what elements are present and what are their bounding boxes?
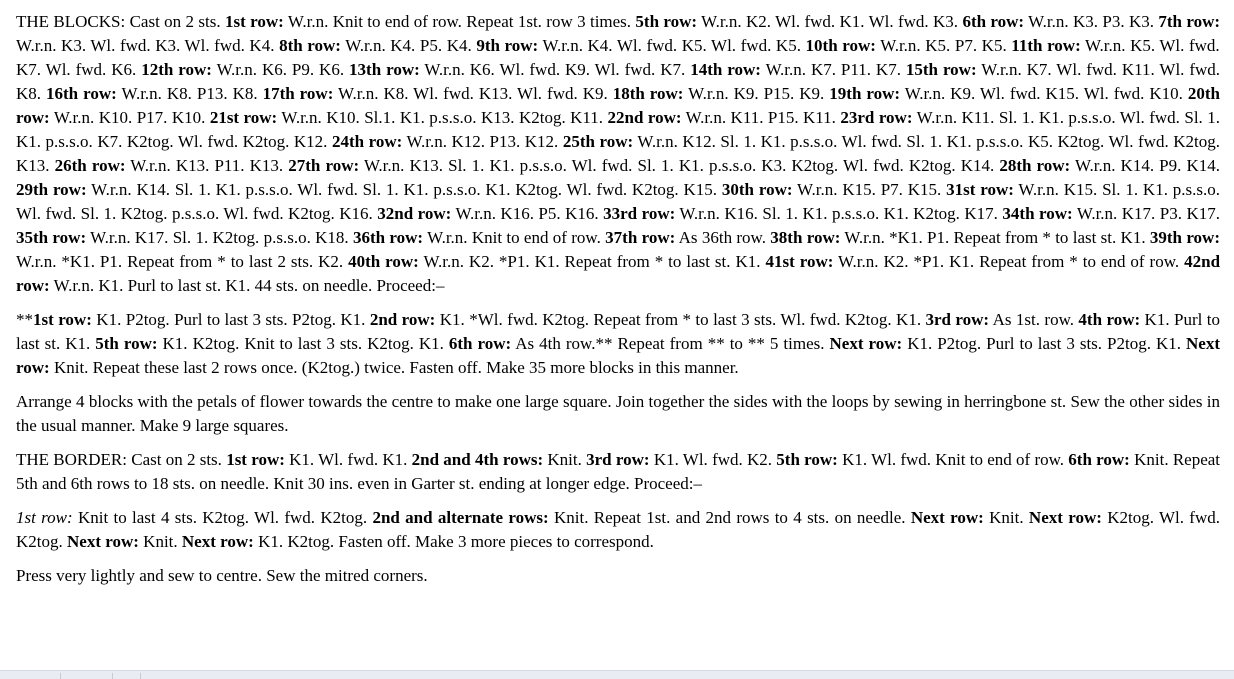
instruction-text: K1. Wl. fwd. Knit to end of row. — [837, 450, 1069, 469]
row-label: 34th row: — [1002, 204, 1073, 223]
row-label: 8th row: — [279, 36, 341, 55]
paragraph-blocks — [16, 10, 1220, 298]
instruction-text: Knit. Repeat 1st. and 2nd rows to 4 sts. on needle. — [548, 508, 911, 527]
instruction-text: As 36th row. — [675, 228, 771, 247]
instruction-text: Knit. Repeat 5th and 6th rows to 18 sts. on needle. Knit 30 ins. even in Garter st. ending at longer edge. Proceed:– — [16, 450, 1221, 493]
instruction-text: Knit. — [983, 508, 1029, 527]
row-label: 29th row: — [16, 180, 87, 199]
row-label: 3rd row: — [925, 310, 990, 329]
instruction-text: W.r.n. K15. Sl. 1. K1. p.s.s.o. Wl. fwd. Sl. 1. K2tog. p.s.s.o. Wl. fwd. K2tog. K16. — [16, 180, 1221, 223]
row-label: 19th row: — [829, 84, 901, 103]
instruction-text: K1. *Wl. fwd. K2tog. Repeat from * to last 3 sts. Wl. fwd. K2tog. K1. — [435, 310, 926, 329]
instruction-text: W.r.n. K15. P7. K15. — [792, 180, 947, 199]
row-label: 2nd and 4th rows: — [411, 450, 544, 469]
instruction-text: W.r.n. K6. Wl. fwd. K9. Wl. fwd. K7. — [419, 60, 691, 79]
document-body — [16, 10, 1220, 598]
instruction-text: K1. Wl. fwd. K2. — [649, 450, 777, 469]
instruction-text: Knit. — [543, 450, 587, 469]
row-label: Next row: — [16, 334, 1220, 377]
row-label: 22nd row: — [607, 108, 682, 127]
row-label: 7th row: — [1158, 12, 1221, 31]
instruction-text: W.r.n. K2. Wl. fwd. K1. Wl. fwd. K3. — [697, 12, 963, 31]
row-label: 11th row: — [1011, 36, 1081, 55]
paragraph-border — [16, 448, 1220, 496]
instruction-text: W.r.n. K10. P17. K10. — [49, 108, 210, 127]
row-label: 10th row: — [805, 36, 876, 55]
row-label: 38th row: — [770, 228, 841, 247]
instruction-text: W.r.n. K7. Wl. fwd. K11. Wl. fwd. K8. — [16, 60, 1221, 103]
row-label: 42nd row: — [16, 252, 1221, 295]
row-label: 9th row: — [476, 36, 539, 55]
row-label: 18th row: — [612, 84, 684, 103]
instruction-text: W.r.n. K9. Wl. fwd. K15. Wl. fwd. K10. — [900, 84, 1188, 103]
instruction-text: W.r.n. K17. P3. K17. — [1072, 204, 1220, 223]
instruction-text: Knit. — [138, 532, 182, 551]
instruction-text: W.r.n. K1. Purl to last st. K1. 44 sts. on needle. Proceed:– — [49, 276, 445, 295]
instruction-text: W.r.n. K4. P5. K4. — [340, 36, 477, 55]
row-label: 37th row: — [605, 228, 676, 247]
row-label: 5th row: — [776, 450, 838, 469]
row-label: 14th row: — [690, 60, 761, 79]
instruction-text: W.r.n. K13. Sl. 1. K1. p.s.s.o. Wl. fwd. Sl. 1. K1. p.s.s.o. K3. K2tog. Wl. fwd. K2tog. K14. — [359, 156, 1000, 175]
instruction-text: W.r.n. K8. P13. K8. — [116, 84, 263, 103]
instruction-text: K1. P2tog. Purl to last 3 sts. P2tog. K1. — [91, 310, 370, 329]
row-label: Next row: — [181, 532, 254, 551]
horizontal-scrollbar[interactable] — [0, 670, 1234, 679]
row-label: 26th row: — [54, 156, 126, 175]
instruction-text: K1. K2tog. Fasten off. Make 3 more pieces to correspond. — [253, 532, 654, 551]
paragraph-petals — [16, 308, 1220, 380]
instruction-text: K1. P2tog. Purl to last 3 sts. P2tog. K1. — [902, 334, 1186, 353]
row-label: 27th row: — [288, 156, 360, 175]
row-label: 25th row: — [562, 132, 634, 151]
instruction-text: As 1st. row. — [989, 310, 1079, 329]
row-label: 21st row: — [209, 108, 278, 127]
instruction-text: Press very lightly and sew to centre. Sew the mitred corners. — [16, 566, 428, 585]
instruction-text: W.r.n. K4. Wl. fwd. K5. Wl. fwd. K5. — [538, 36, 806, 55]
instruction-text: W.r.n. K7. P11. K7. — [760, 60, 906, 79]
paragraph-finish — [16, 564, 1220, 588]
instruction-text: W.r.n. K10. Sl.1. K1. p.s.s.o. K13. K2tog. K11. — [277, 108, 608, 127]
instruction-text: W.r.n. K5. P7. K5. — [875, 36, 1012, 55]
instruction-text: W.r.n. K2. *P1. K1. Repeat from * to end of row. — [833, 252, 1185, 271]
instruction-text: W.r.n. K11. Sl. 1. K1. p.s.s.o. Wl. fwd. Sl. 1. K1. p.s.s.o. K7. K2tog. Wl. fwd. K2tog. K12. — [16, 108, 1220, 151]
row-label: 35th row: — [16, 228, 87, 247]
instruction-text: ** — [16, 310, 33, 329]
row-label: Next row: — [1028, 508, 1102, 527]
row-label: 36th row: — [352, 228, 424, 247]
instruction-text: K2tog. Wl. fwd. K2tog. — [16, 508, 1220, 551]
instruction-text: W.r.n. *K1. P1. Repeat from * to last st. K1. — [840, 228, 1150, 247]
instruction-text: W.r.n. Knit to end of row. Repeat 1st. row 3 times. — [283, 12, 636, 31]
instruction-text: W.r.n. K11. P15. K11. — [681, 108, 841, 127]
instruction-text: As 4th row.** Repeat from ** to ** 5 times. — [511, 334, 830, 353]
instruction-text: K1. Purl to last st. K1. — [16, 310, 1220, 353]
row-label: 33rd row: — [603, 204, 676, 223]
row-label: 3rd row: — [586, 450, 650, 469]
row-label: 28th row: — [999, 156, 1071, 175]
row-label: 5th row: — [95, 334, 158, 353]
row-label: 5th row: — [635, 12, 698, 31]
row-label: 31st row: — [946, 180, 1014, 199]
instruction-text: W.r.n. K14. Sl. 1. K1. p.s.s.o. Wl. fwd. Sl. 1. K1. p.s.s.o. K1. K2tog. Wl. fwd. K2tog. K15. — [86, 180, 722, 199]
instruction-text: W.r.n. Knit to end of row. — [423, 228, 606, 247]
row-label: 13th row: — [349, 60, 420, 79]
row-label: Next row: — [67, 532, 139, 551]
instruction-text: W.r.n. K5. Wl. fwd. K7. Wl. fwd. K6. — [16, 36, 1220, 79]
row-label: 1st row: — [224, 12, 284, 31]
paragraph-border-finish — [16, 506, 1220, 554]
row-label: 24th row: — [331, 132, 403, 151]
instruction-text: W.r.n. K6. P9. K6. — [211, 60, 350, 79]
scrollbar-divider — [140, 673, 141, 679]
instruction-text: K1. Wl. fwd. K1. — [284, 450, 412, 469]
instruction-text: W.r.n. K13. P11. K13. — [125, 156, 289, 175]
row-label: 32nd row: — [377, 204, 452, 223]
row-label-italic: 1st row: — [16, 508, 73, 527]
row-label: 39th row: — [1149, 228, 1220, 247]
row-label: 1st row: — [226, 450, 285, 469]
row-label: 20th row: — [16, 84, 1221, 127]
row-label: 4th row: — [1078, 310, 1141, 329]
instruction-text: Knit. Repeat these last 2 rows once. (K2tog.) twice. Fasten off. Make 35 more blocks in this manner. — [49, 358, 739, 377]
paragraph-arrange — [16, 390, 1220, 438]
row-label: 16th row: — [46, 84, 117, 103]
instruction-text: W.r.n. K3. Wl. fwd. K3. Wl. fwd. K4. — [16, 36, 280, 55]
instruction-text: K1. K2tog. Knit to last 3 sts. K2tog. K1. — [157, 334, 449, 353]
instruction-text: W.r.n. K8. Wl. fwd. K13. Wl. fwd. K9. — [333, 84, 613, 103]
scrollbar-divider — [112, 673, 113, 679]
instruction-text: THE BORDER: Cast on 2 sts. — [16, 450, 227, 469]
instruction-text: W.r.n. K16. Sl. 1. K1. p.s.s.o. K1. K2tog. K17. — [675, 204, 1003, 223]
row-label: 6th row: — [448, 334, 512, 353]
row-label: 6th row: — [962, 12, 1025, 31]
row-label: 15th row: — [905, 60, 977, 79]
instruction-text: W.r.n. *K1. P1. Repeat from * to last 2 sts. K2. — [16, 252, 349, 271]
instruction-text: Knit to last 4 sts. K2tog. Wl. fwd. K2tog. — [72, 508, 373, 527]
row-label: 41st row: — [765, 252, 834, 271]
instruction-text: W.r.n. K17. Sl. 1. K2tog. p.s.s.o. K18. — [86, 228, 353, 247]
instruction-text: W.r.n. K16. P5. K16. — [451, 204, 604, 223]
row-label: 2nd row: — [369, 310, 436, 329]
instruction-text: W.r.n. K12. Sl. 1. K1. p.s.s.o. Wl. fwd. Sl. 1. K1. p.s.s.o. K5. K2tog. Wl. fwd. K2tog. K13. — [16, 132, 1220, 175]
instruction-text: Arrange 4 blocks with the petals of flower towards the centre to make one large square. Join together the sides with the loops by sewing in herringbone st. Sew the other sides in the usual manner. Make 9 large squares. — [16, 392, 1220, 435]
row-label: Next row: — [910, 508, 984, 527]
scrollbar-divider — [60, 673, 61, 679]
row-label: 17th row: — [262, 84, 334, 103]
instruction-text: THE BLOCKS: Cast on 2 sts. — [16, 12, 225, 31]
row-label: 2nd and alternate rows: — [372, 508, 549, 527]
row-label: 23rd row: — [840, 108, 913, 127]
instruction-text: W.r.n. K2. *P1. K1. Repeat from * to last st. K1. — [418, 252, 766, 271]
instruction-text: W.r.n. K12. P13. K12. — [402, 132, 563, 151]
row-label: 30th row: — [721, 180, 793, 199]
row-label: 1st row: — [33, 310, 92, 329]
row-label: 6th row: — [1068, 450, 1130, 469]
row-label: Next row: — [829, 334, 903, 353]
instruction-text: W.r.n. K9. P15. K9. — [683, 84, 830, 103]
instruction-text: W.r.n. K3. P3. K3. — [1024, 12, 1159, 31]
row-label: 12th row: — [141, 60, 212, 79]
instruction-text: W.r.n. K14. P9. K14. — [1070, 156, 1220, 175]
row-label: 40th row: — [348, 252, 419, 271]
